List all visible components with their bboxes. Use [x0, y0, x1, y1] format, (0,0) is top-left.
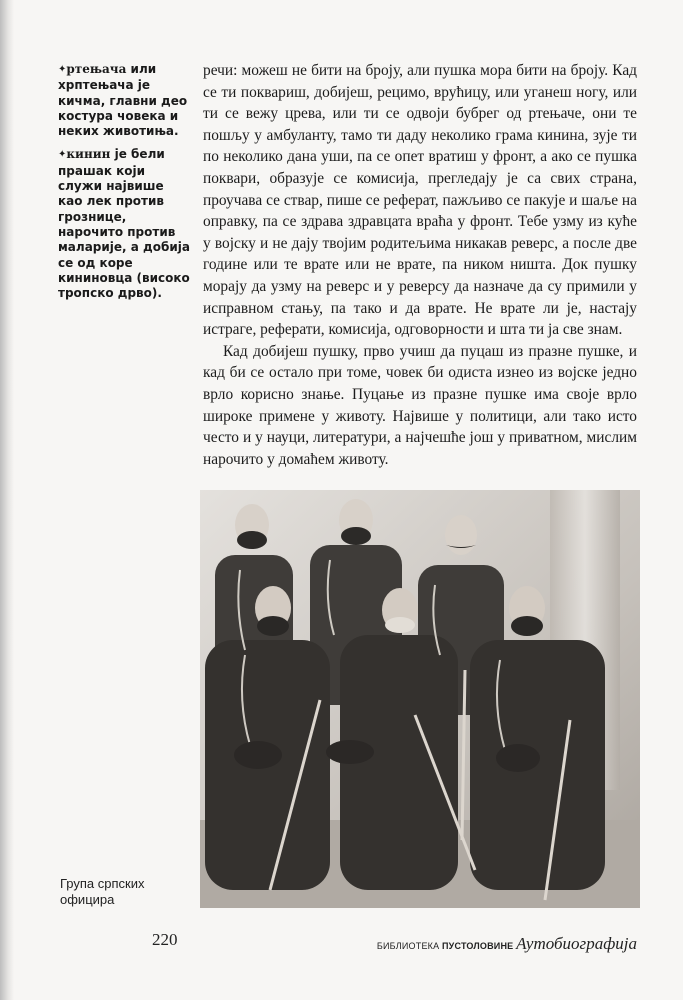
page-edge-shadow: [0, 0, 14, 1000]
glossary-entry: [58, 62, 190, 139]
glossary-entry: [58, 147, 190, 301]
paragraph: Кад добијеш пушку, прво учиш да пуцаш из празне пушке, и кад би се остало при томе, човек би одиста изнео из војске једно врло корисно знање. Пуцање из празне пушке има своје врло широке примене у животу. Највише у политици, али тако исто често и у науци, литератури, а најчешће још у приватном, мислим нарочито у домаћем животу.: [203, 342, 637, 468]
glossary-definition: је бели прашак који служи највише као лек против грознице, нарочито против маларије, а добија се од коре кининовца (високо тропско дрво).: [58, 147, 190, 301]
main-text: [203, 60, 637, 470]
book-title: Аутобиографија: [516, 934, 637, 953]
paragraph: речи: можеш не бити на броју, али пушка мора бити на броју. Кад се ти поквариш, добијеш, рецимо, врућицу, или уганеш ногу, или ти се вежу црева, или ти се одвоји бубрег од ртењаче, они те пошљу у амбуланту, тамо ти даду неколико грама кинина, зује ти по неколико дана уши, па се опет вратиш у фронт, а ако се пушка поквари, образује се комисија, прегледају је са свих страна, проучава се ствар, пише се реферат, пажљиво се пакује и шаље на оправку, па се здрава здравцата враћа у фронт. Тебе узму из куће у војску и не дају твојим родитељима никакав реверс, а после две године или те врате или не врате, па ником ништа. Док пушку морају да узму на реверс и у реверсу да назначе да су примили у исправном стању, па тако и да врате. Не врате ли је, настају истраге, реферати, комисија, одговорности и шта ти ја све знам.: [203, 62, 637, 339]
running-footer: [377, 934, 637, 954]
glossary-marker-icon: ✦: [58, 64, 67, 75]
glossary-definition: или хрптењача је кичма, главни део костура човека и неких животиња.: [58, 62, 188, 139]
glossary-term: ртењача: [66, 62, 127, 76]
glossary-sidebar: [58, 62, 190, 309]
photo-illustration: [200, 490, 640, 908]
officers-photograph: [200, 490, 640, 908]
series-name: ПУСТОЛОВИНЕ: [442, 941, 514, 951]
glossary-term: кинин: [66, 147, 111, 162]
page-number: 220: [152, 930, 178, 949]
series-prefix: БИБЛИОТЕКА: [376, 941, 442, 951]
figure-caption: Група српских официра: [60, 876, 145, 907]
glossary-marker-icon: ✦: [58, 149, 67, 161]
